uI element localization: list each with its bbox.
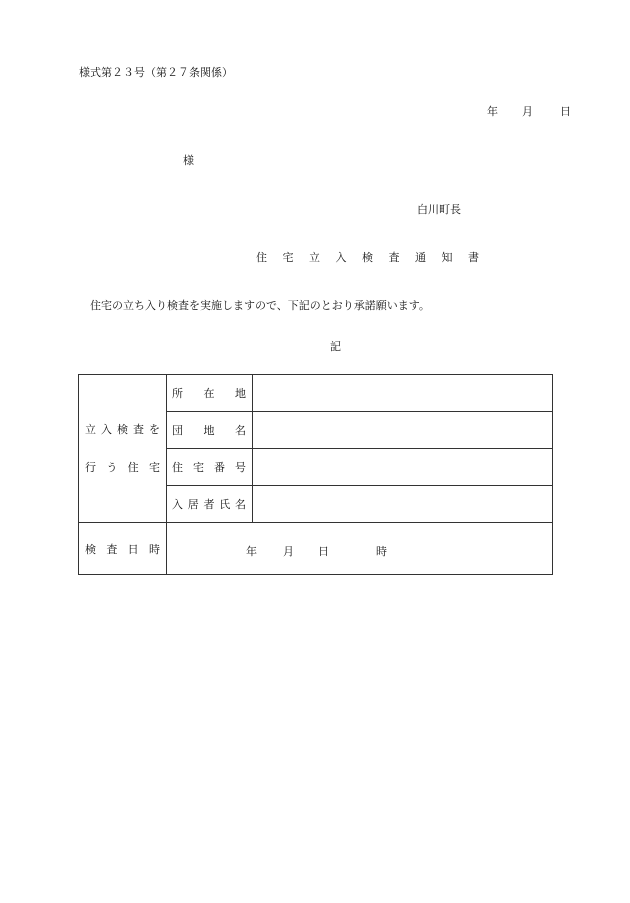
- group-char: う: [106, 460, 118, 474]
- group-char: 行: [85, 460, 96, 474]
- recipient-suffix: 様: [183, 154, 194, 167]
- label-char: 検: [85, 542, 96, 556]
- form-number: 様式第２３号（第２７条関係）: [79, 66, 233, 79]
- location-label: [167, 375, 253, 412]
- label-char: 査: [106, 542, 118, 556]
- house-number-value[interactable]: [253, 449, 553, 486]
- inspection-year-unit: 年: [246, 545, 257, 558]
- label-char: 氏: [219, 498, 231, 511]
- location-value[interactable]: [253, 375, 553, 412]
- date-year-label: 年: [487, 105, 498, 118]
- group-label-line1: [79, 411, 166, 449]
- label-char: 所: [172, 387, 183, 400]
- ki-heading: 記: [330, 340, 341, 353]
- document-title: 住 宅 立 入 検 査 通 知 書: [256, 251, 485, 264]
- resident-name-value[interactable]: [253, 486, 553, 523]
- label-char: 地: [203, 424, 215, 437]
- date-month-label: 月: [522, 105, 533, 118]
- group-char: を: [149, 422, 160, 436]
- body-text: 住宅の立ち入り検査を実施しますので、下記のとおり承諾願います。: [90, 299, 430, 312]
- label-char: 者: [203, 498, 215, 511]
- inspection-datetime-label: [79, 523, 167, 575]
- label-char: 地: [235, 387, 246, 400]
- label-char: 団: [172, 424, 183, 437]
- group-char: 検: [117, 422, 128, 436]
- resident-name-label: [167, 486, 253, 523]
- group-label-line2: [79, 449, 166, 487]
- house-number-label: [167, 449, 253, 486]
- label-char: 宅: [193, 461, 204, 474]
- inspection-day-unit: 日: [318, 545, 329, 558]
- group-label-cell: [79, 375, 167, 523]
- label-char: 在: [203, 387, 215, 400]
- label-char: 号: [235, 461, 246, 474]
- inspection-datetime-value[interactable]: [167, 523, 553, 575]
- label-char: 番: [214, 461, 225, 474]
- inspection-hour-unit: 時: [376, 545, 387, 558]
- group-char: 立: [85, 422, 96, 436]
- group-char: 住: [127, 460, 139, 474]
- group-char: 入: [101, 422, 112, 436]
- table-row: [79, 375, 553, 412]
- label-char: 名: [235, 424, 246, 437]
- label-char: 日: [127, 542, 139, 556]
- table-row: [79, 523, 553, 575]
- inspection-month-unit: 月: [283, 545, 294, 558]
- label-char: 名: [235, 498, 246, 511]
- complex-name-value[interactable]: [253, 412, 553, 449]
- date-line: [487, 106, 571, 117]
- group-char: 査: [133, 422, 144, 436]
- label-char: 住: [172, 461, 183, 474]
- group-char: 宅: [148, 460, 160, 474]
- label-char: 居: [187, 498, 199, 511]
- label-char: 入: [172, 498, 183, 511]
- date-day-label: 日: [560, 105, 571, 118]
- inspection-table: [78, 374, 553, 575]
- sender: 白川町長: [417, 203, 461, 216]
- label-char: 時: [148, 542, 160, 556]
- complex-name-label: [167, 412, 253, 449]
